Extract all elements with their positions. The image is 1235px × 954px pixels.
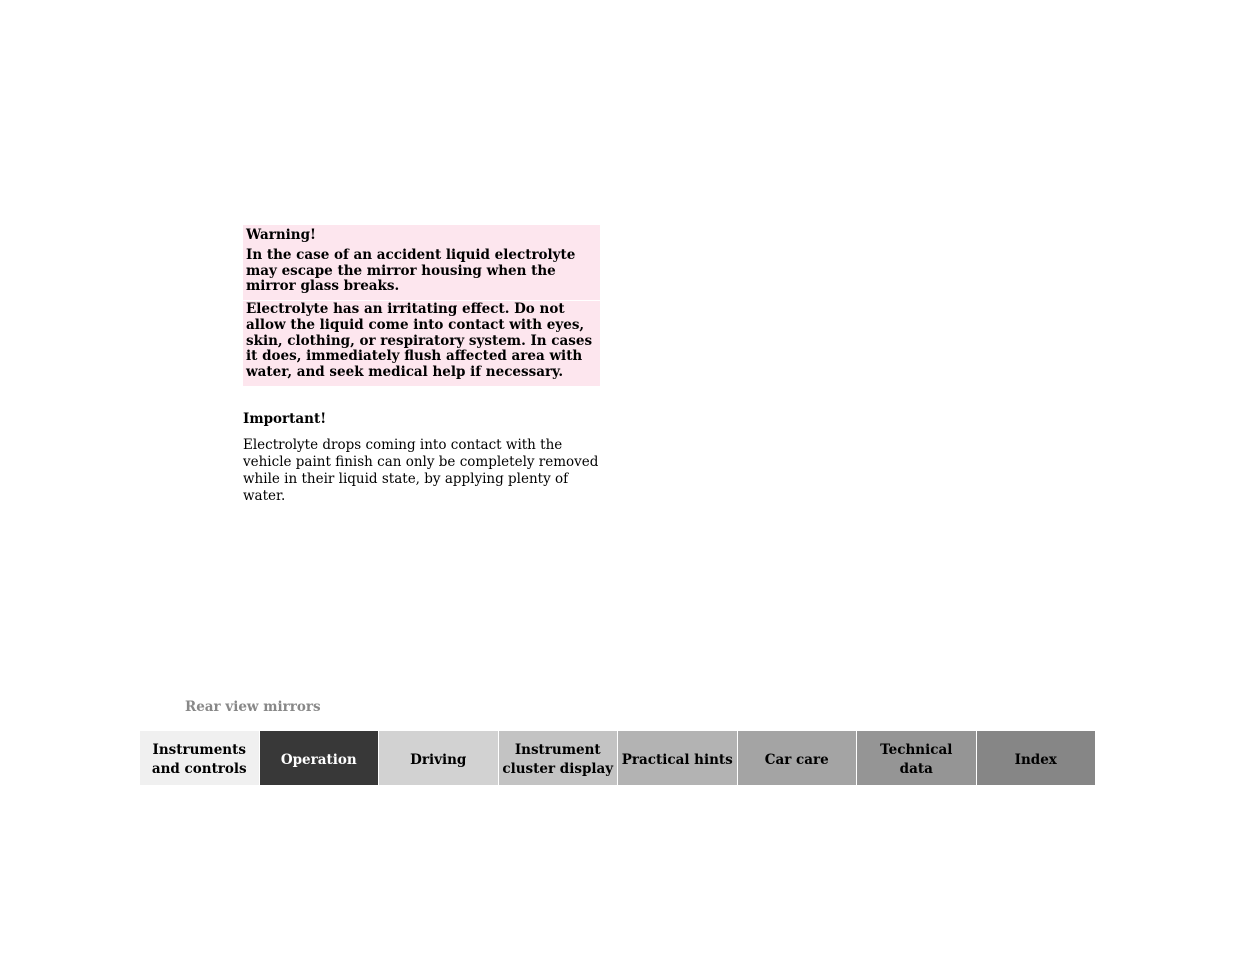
tab-instrument-cluster-display[interactable] <box>499 731 619 785</box>
tab-practical-hints[interactable] <box>618 731 738 785</box>
tab-car-care[interactable] <box>738 731 858 785</box>
tab-label: Operation <box>280 751 357 768</box>
warning-paragraph-1: In the case of an accident liquid electrolyte may escape the mirror housing when the mirror glass breaks. <box>246 247 576 295</box>
important-text: Electrolyte drops coming into contact with the vehicle paint finish can only be completely removed while in their liquid state, by applying plenty of water. <box>243 437 599 504</box>
important-title: Important! <box>243 411 327 427</box>
tab-label: Instrument cluster display <box>502 742 614 777</box>
tab-index[interactable] <box>977 731 1096 785</box>
warning-section-1 <box>243 225 600 301</box>
warning-box <box>243 225 600 386</box>
warning-title: Warning! <box>246 227 316 243</box>
tab-label: Practical hints <box>621 751 733 768</box>
tab-driving[interactable] <box>379 731 499 785</box>
tab-label: Technical data <box>880 742 953 777</box>
tab-technical-data[interactable] <box>857 731 977 785</box>
tab-label: Car care <box>764 751 829 768</box>
tab-operation[interactable] <box>260 731 380 785</box>
tab-label: Instruments and controls <box>151 742 247 777</box>
warning-section-2 <box>243 301 600 386</box>
chapter-nav-bar <box>140 731 1095 785</box>
tab-instruments-and-controls[interactable] <box>140 731 260 785</box>
section-title: Rear view mirrors <box>185 699 321 715</box>
tab-label: Index <box>1014 751 1057 768</box>
tab-label: Driving <box>410 751 467 768</box>
warning-paragraph-2: Electrolyte has an irritating effect. Do not allow the liquid come into contact with eyes, skin, clothing, or respiratory system. In cases it does, immediately flush affected area with water, and seek medical help if necessary. <box>246 301 593 380</box>
